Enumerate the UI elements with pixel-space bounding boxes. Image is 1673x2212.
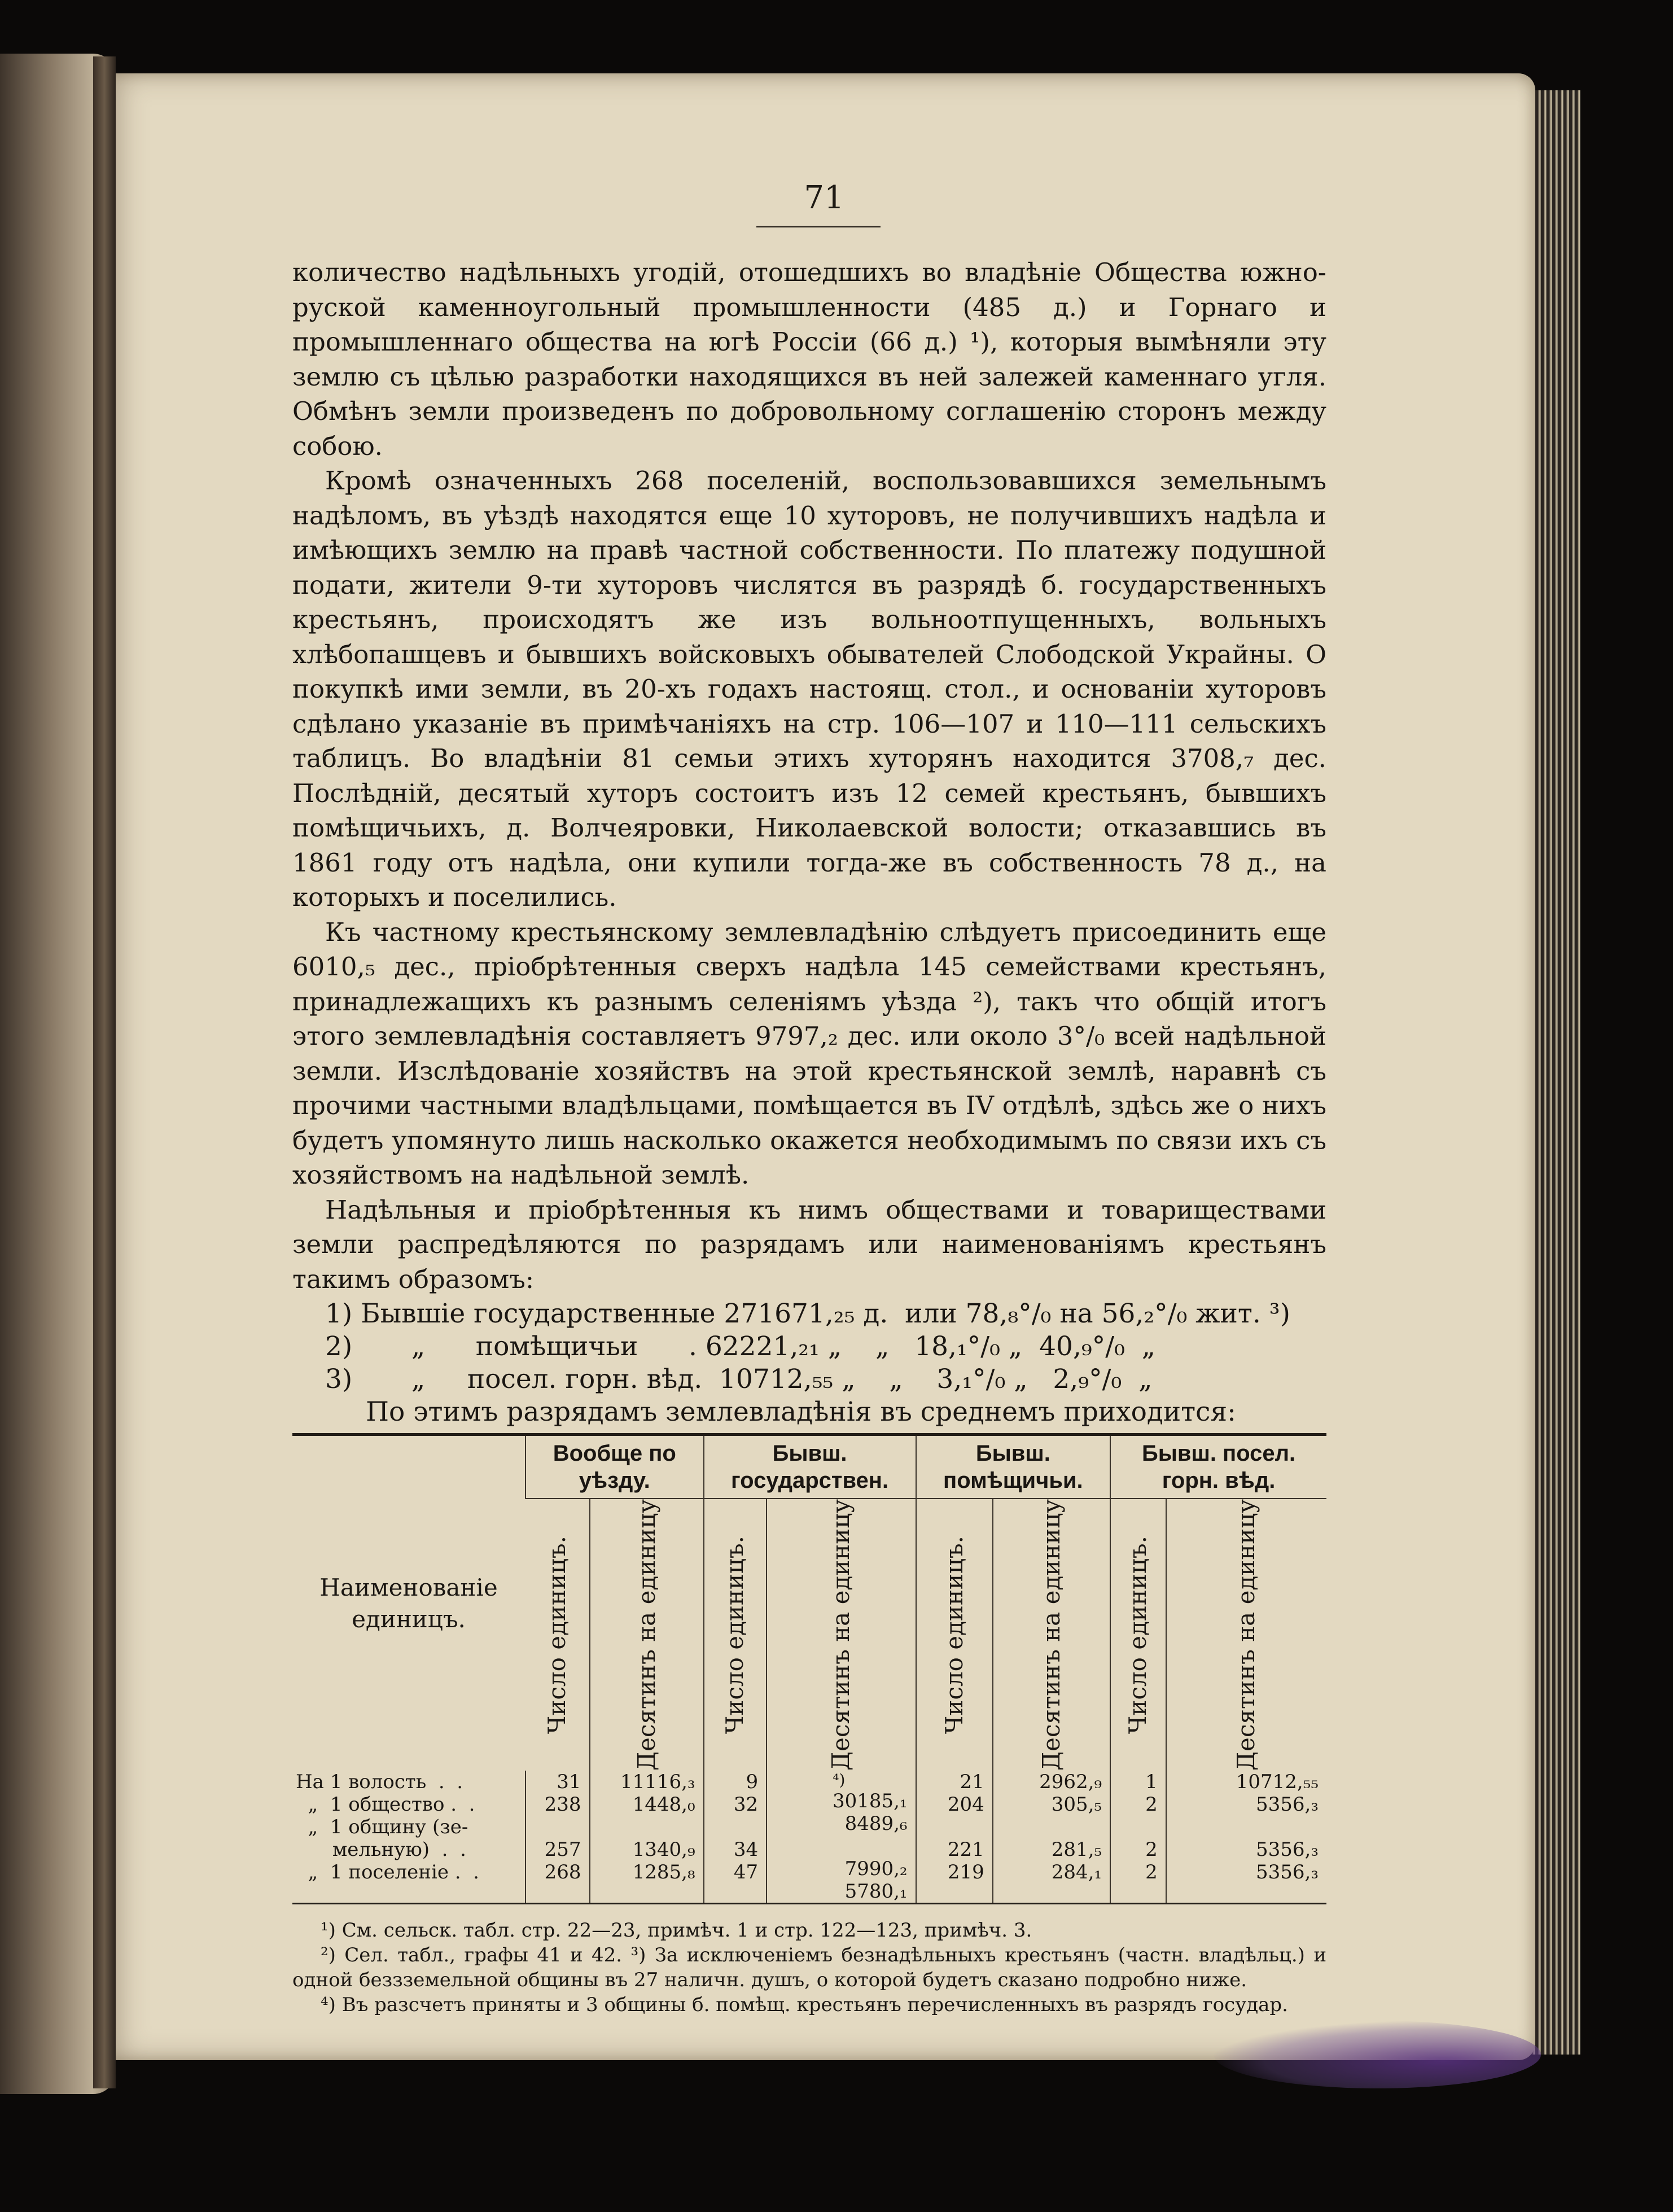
page-number: 71 bbox=[804, 179, 844, 216]
gor-units: 1 2 2 2 bbox=[1110, 1771, 1166, 1904]
paragraph-1: количество надѣльныхъ угодій, отошедшихъ во владѣніе Общества южно-руской каменноугольный промышленности (485 д.) и Горнаго и промышленнаго общества на югѣ Россіи (66 д.) ¹), которыя вымѣняли эту землю съ цѣлью разработки находящихся въ ней залежей каменнаго угля. Обмѣнъ земли произведенъ по добровольному соглашенію сторонъ между собою. bbox=[292, 257, 1326, 461]
sub-header-per-unit: Десятинъ на единицу bbox=[590, 1499, 704, 1771]
page-number-rule bbox=[756, 226, 881, 227]
gos-units: 9 32 34 47 bbox=[704, 1771, 767, 1904]
row-labels: На 1 волость . . „ 1 общество . . „ 1 общину (зе- мельную) . . „ 1 поселеніе . . bbox=[296, 1771, 479, 1884]
page-content bbox=[292, 255, 1326, 2017]
footnote-3: ⁴) Въ разсчетъ приняты и 3 общины б. помѣщ. крестьянъ перечисленныхъ въ разрядъ государ. bbox=[321, 1994, 1288, 2017]
data-table bbox=[292, 1433, 1326, 1904]
gos-des-cell bbox=[767, 1771, 916, 1904]
pom-des: 2962,₉ 305,₅ 281,₅ 284,₁ bbox=[993, 1771, 1110, 1904]
category-item: 3) „ посел. горн. вѣд. 10712,₅₅ „ „ 3,₁°/₀ „ 2,₉°/₀ „ bbox=[325, 1364, 1153, 1395]
sub-header-per-unit: Десятинъ на единицу bbox=[993, 1499, 1110, 1771]
name-header: Наименованіе единицъ. bbox=[319, 1573, 498, 1633]
ink-stain bbox=[1214, 2021, 1541, 2088]
gos-des: 30185,₁ 8489,₆ 7990,₂ 5780,₁ bbox=[832, 1790, 908, 1903]
group-header-gos: Бывш. государствен. bbox=[704, 1435, 916, 1499]
group-header-pom: Бывш. помѣщичьи. bbox=[916, 1435, 1111, 1499]
paragraph-3: Къ частному крестьянскому землевладѣнію слѣдуетъ присоединить еще 6010,₅ дес., пріобрѣтенныя сверхъ надѣла 145 семействами крестьянъ, принадлежащихъ къ разнымъ селеніямъ уѣзда ²), такъ что общій итогъ этого землевладѣнія составляетъ 9797,₂ дес. или около 3°/₀ всей надѣльной земли. Изслѣдованіе хозяйствъ на этой крестьянской землѣ, наравнѣ съ прочими частными владѣльцами, помѣщается въ IV отдѣлѣ, здѣсь же о нихъ будетъ упомянуто лишь насколько окажется необходимымъ по связи ихъ съ хозяйствомъ на надѣльной землѣ. bbox=[292, 917, 1326, 1190]
footnote-marker: ⁴) bbox=[833, 1771, 846, 1790]
sub-header-count: Число единицъ. bbox=[1110, 1499, 1166, 1771]
total-units: 31 238 257 268 bbox=[525, 1771, 590, 1904]
sub-header-per-unit: Десятинъ на единицу bbox=[1166, 1499, 1326, 1771]
sub-header-count: Число единицъ. bbox=[543, 1536, 571, 1734]
category-item: 1) Бывшіе государственные 271671,₂₅ д. или 78,₈°/₀ на 56,₂°/₀ жит. ³) bbox=[325, 1298, 1290, 1329]
sub-header-count: Число единицъ. bbox=[916, 1499, 993, 1771]
pom-units: 21 204 221 219 bbox=[916, 1771, 993, 1904]
group-header-total: Вообще по уѣзду. bbox=[525, 1435, 704, 1499]
category-list bbox=[325, 1298, 1326, 1396]
paragraph-2: Кромѣ означенныхъ 268 поселеній, воспользовавшихся земельнымъ надѣломъ, въ уѣздѣ находятся еще 10 хуторовъ, не получившихъ надѣла и имѣющихъ землю на правѣ частной собственности. По платежу подушной подати, жители 9-ти хуторовъ числятся въ разрядѣ б. государственныхъ крестьянъ, происходятъ же изъ вольноотпущенныхъ, вольныхъ хлѣбопашцевъ и бывшихъ войсковыхъ обывателей Слободской Украйны. О покупкѣ ими земли, въ 20-хъ годахъ настоящ. стол., и основаніи хуторовъ сдѣлано указаніе въ примѣчаніяхъ на стр. 106—107 и 110—111 сельскихъ таблицъ. Во владѣніи 81 семьи этихъ хуторянъ находится 3708,₇ дес. Послѣдній, десятый хуторъ состоитъ изъ 12 семей крестьянъ, бывшихъ помѣщичьихъ, д. Волчеяровки, Николаевской волости; отказавшись въ 1861 году отъ надѣла, они купили тогда-же въ собственность 78 д., на которыхъ и поселились. bbox=[292, 466, 1326, 912]
footnote-1: ¹) См. сельск. табл. стр. 22—23, примѣч. 1 и стр. 122—123, примѣч. 3. bbox=[321, 1919, 1032, 1942]
footnotes bbox=[292, 1918, 1326, 2017]
sub-header-count: Число единицъ. bbox=[704, 1499, 767, 1771]
footnote-2: ²) Сел. табл., графы 41 и 42. ³) За исключеніемъ безнадѣльныхъ крестьянъ (частн. владѣльц.) и одной беззземельной общины въ 27 наличн. душъ, о которой будетъ сказано подробно ниже. bbox=[292, 1944, 1326, 1992]
group-header-gor: Бывш. посел. горн. вѣд. bbox=[1110, 1435, 1326, 1499]
category-item: 2) „ помѣщичьи . 62221,₂₁ „ „ 18,₁°/₀ „ 40,₉°/₀ „ bbox=[325, 1331, 1156, 1362]
table-row bbox=[292, 1771, 1326, 1904]
gor-des: 10712,₅₅ 5356,₃ 5356,₃ 5356,₃ bbox=[1166, 1771, 1326, 1904]
table-lead: По этимъ разрядамъ землевладѣнія въ среднемъ приходится: bbox=[366, 1396, 1236, 1427]
paragraph-4: Надѣльныя и пріобрѣтенныя къ нимъ обществами и товариществами земли распредѣляются по разрядамъ или наименованіямъ крестьянъ такимъ образомъ: bbox=[292, 1194, 1326, 1294]
book-spine bbox=[93, 56, 116, 2088]
sub-header-per-unit: Десятинъ на единицу bbox=[767, 1499, 916, 1771]
total-des: 11116,₃ 1448,₀ 1340,₉ 1285,₈ bbox=[590, 1771, 704, 1904]
